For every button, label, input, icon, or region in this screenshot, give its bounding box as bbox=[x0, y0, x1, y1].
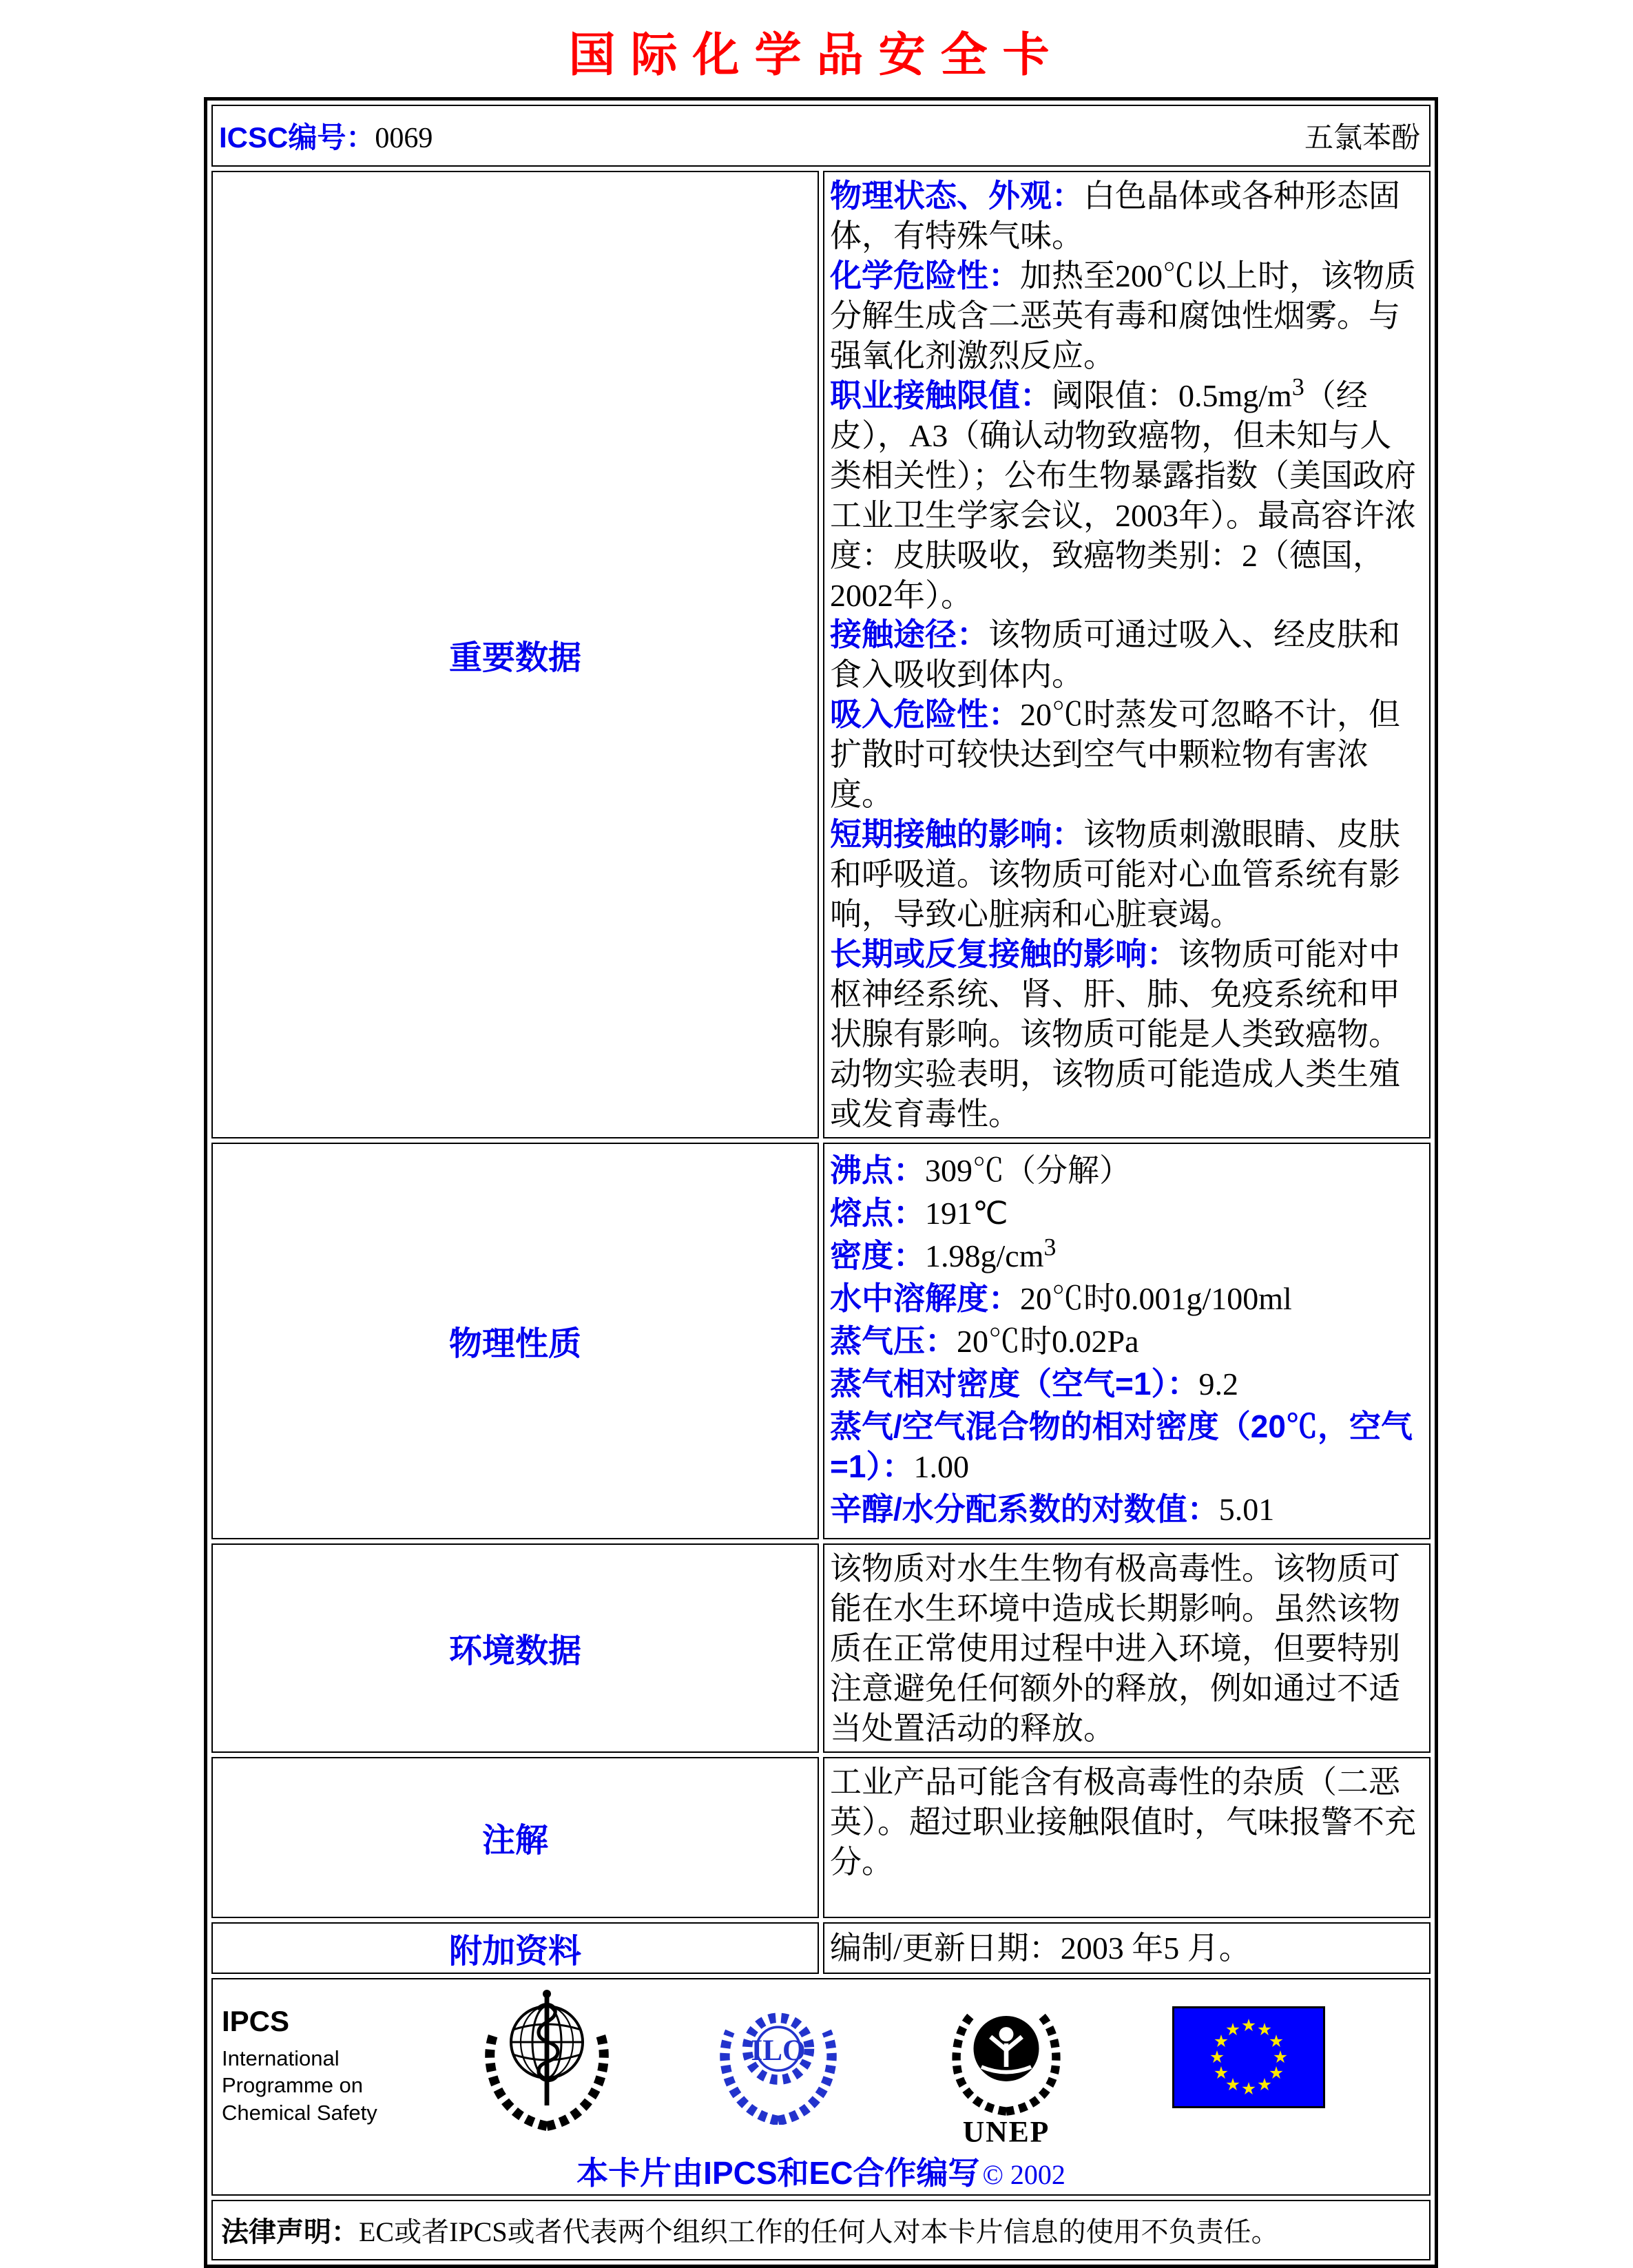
row-label-additional-information: 附加资料 bbox=[211, 1922, 819, 1974]
environment-text: 该物质对水生生物有极高毒性。该物质可能在水生环境中造成长期影响。虽然该物质在正常使用过程中进入环境，但要特别注意避免任何额外的释放，例如通过不适当处置活动的释放。 bbox=[830, 1550, 1400, 1746]
superscript: 3 bbox=[1043, 1233, 1057, 1261]
item-melting-point: 熔点：191℃ bbox=[830, 1194, 1008, 1231]
row-physical-properties bbox=[211, 1143, 1431, 1539]
environmental-data-content bbox=[823, 1543, 1431, 1753]
item-octanol-water-logp: 辛醇/水分配系数的对数值：5.01 bbox=[830, 1490, 1275, 1527]
icsc-number-value: 0069 bbox=[375, 123, 433, 154]
page-title: 国际化学品安全卡 bbox=[568, 29, 1065, 81]
row-additional-information bbox=[211, 1922, 1431, 1974]
notes-text: 工业产品可能含有极高毒性的杂质（二恶英）。超过职业接触限值时，气味报警不充分。 bbox=[830, 1764, 1416, 1880]
item-vapour-pressure: 蒸气压：20℃时0.02Pa bbox=[830, 1322, 1139, 1359]
additional-text: 编制/更新日期：2003 年5 月。 bbox=[830, 1931, 1251, 1966]
row-legal bbox=[211, 2200, 1431, 2260]
ilo-logo-icon bbox=[716, 1994, 840, 2125]
item-water-solubility: 水中溶解度：20℃时0.001g/100ml bbox=[830, 1280, 1292, 1316]
credit-line bbox=[214, 2148, 1428, 2194]
superscript: 3 bbox=[1291, 373, 1304, 401]
credit-text: 本卡片由IPCS和EC合作编写 bbox=[576, 2154, 980, 2191]
row-environmental-data bbox=[211, 1543, 1431, 1753]
unep-label: UNEP bbox=[962, 2114, 1050, 2147]
icsc-number-label: ICSC编号： bbox=[219, 121, 375, 154]
item-chemical-hazards: 化学危险性：加热至200℃以上时，该物质分解生成含二恶英有毒和腐蚀性烟雾。与强氧化剂激烈反应。 bbox=[830, 257, 1416, 373]
logos-cell bbox=[211, 1978, 1431, 2196]
item-inhalation-risk: 吸入危险性：20℃时蒸发可忽略不计，但扩散时可较快达到空气中颗粒物有害浓度。 bbox=[830, 696, 1400, 813]
card-header bbox=[214, 107, 1428, 165]
item-vapour-air-mixture-density: 蒸气/空气混合物的相对密度（20℃，空气=1）：1.00 bbox=[830, 1408, 1413, 1484]
item-physical-state: 物理状态、外观：白色晶体或各种形态固体，有特殊气味。 bbox=[830, 178, 1400, 253]
additional-information-content bbox=[823, 1922, 1431, 1974]
unep-logo-icon bbox=[941, 1988, 1072, 2147]
item-density: 密度：$1.98g/cm^3$ bbox=[830, 1233, 1057, 1273]
svg-text:ILO: ILO bbox=[751, 2034, 806, 2067]
row-notes bbox=[211, 1757, 1431, 1918]
physical-properties-content bbox=[823, 1143, 1431, 1539]
icsc-number bbox=[219, 115, 433, 156]
eu-flag-icon bbox=[1172, 2006, 1325, 2108]
item-occupational-exposure-limits: 职业接触限值：阈限值：$0.5mg/m^3$（经皮），A3（确认动物致癌物，但未知与人类相关性）；公布生物暴露指数（美国政府工业卫生学家会议，2003年）。最高容许浓度：皮肤吸收，致癌物类别：2（德国，2002年）。 bbox=[830, 373, 1416, 613]
row-header bbox=[211, 105, 1431, 167]
item-short-term-effects: 短期接触的影响：该物质刺激眼睛、皮肤和呼吸道。该物质可能对心血管系统有影响，导致心脏病和心脏衰竭。 bbox=[830, 816, 1400, 933]
item-long-term-effects: 长期或反复接触的影响：该物质可能对中枢神经系统、肾、肝、肺、免疫系统和甲状腺有影响。该物质可能是人类致癌物。动物实验表明，该物质可能造成人类生殖或发育毒性。 bbox=[830, 936, 1400, 1132]
row-label-physical-properties: 物理性质 bbox=[211, 1143, 819, 1539]
notes-content bbox=[823, 1757, 1431, 1918]
important-data-content bbox=[823, 171, 1431, 1138]
icsc-card bbox=[204, 97, 1438, 2268]
row-label-important-data: 重要数据 bbox=[211, 171, 819, 1138]
item-exposure-routes: 接触途径：该物质可通过吸入、经皮肤和食入吸收到体内。 bbox=[830, 616, 1400, 693]
copyright: © 2002 bbox=[982, 2158, 1065, 2190]
row-label-environmental-data: 环境数据 bbox=[211, 1543, 819, 1753]
legal-cell bbox=[211, 2200, 1431, 2260]
ipcs-wordmark: IPCS International Programme on Chemical Safety bbox=[222, 2004, 377, 2125]
row-important-data bbox=[211, 171, 1431, 1138]
ipcs-acronym: IPCS bbox=[222, 2004, 290, 2037]
chemical-name: 五氯苯酚 bbox=[1304, 123, 1420, 154]
item-boiling-point: 沸点：309℃（分解） bbox=[830, 1152, 1131, 1188]
legal-label: 法律声明： bbox=[221, 2217, 359, 2248]
logo-strip bbox=[214, 1980, 1428, 2147]
legal-text: EC或者IPCS或者代表两个组织工作的任何人对本卡片信息的使用不负责任。 bbox=[359, 2216, 1279, 2248]
row-label-notes: 注解 bbox=[211, 1757, 819, 1918]
who-logo-icon bbox=[478, 1987, 616, 2132]
row-logos bbox=[211, 1978, 1431, 2196]
item-vapour-relative-density: 蒸气相对密度（空气=1）：9.2 bbox=[830, 1365, 1238, 1402]
